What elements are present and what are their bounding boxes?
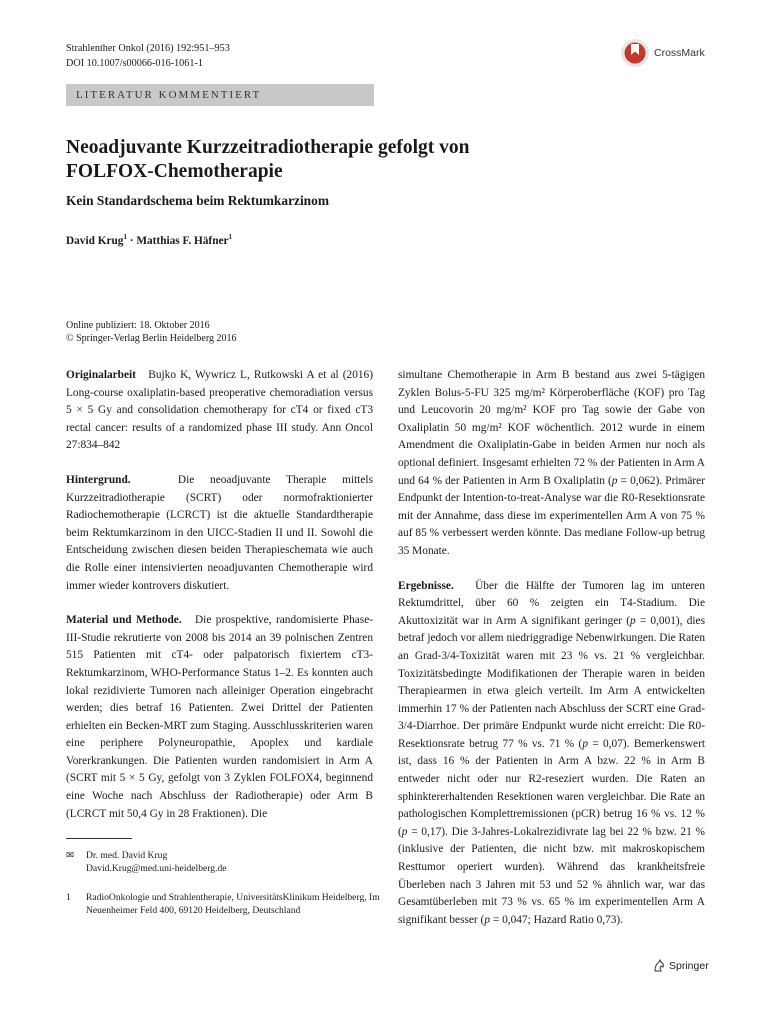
article-title: [66, 136, 666, 184]
p-value-symbol: p: [630, 614, 636, 627]
journal-doi[interactable]: DOI 10.1007/s00066-016-1061-1: [66, 58, 203, 69]
methods-heading: Material und Methode.: [66, 614, 182, 627]
envelope-icon: ✉: [66, 850, 75, 861]
published-date: Online publiziert: 18. Oktober 2016: [66, 320, 210, 331]
springer-horse-icon: [652, 959, 666, 973]
article-subtitle: Kein Standardschema beim Rektumkarzinom: [66, 193, 329, 208]
publisher-logo: [652, 959, 709, 973]
background-paragraph: [66, 472, 373, 595]
contact-footnote: [66, 849, 386, 875]
author-list: [66, 233, 232, 247]
crossmark-icon: [620, 38, 650, 68]
p-value-symbol: p: [484, 913, 490, 926]
text-segment: = 0,062). Primärer Endpunkt der Intention-to-treat-Analyse war die R0-Resektionsrate mit der Annahme, dass diese im experimentellen Arm A von 75 % auf 85 % verbessert werden könnte. Das mediane Follow-up betrug 35 Monate.: [398, 474, 705, 557]
original-citation: Bujko K, Wywricz L, Rutkowski A et al (2016) Long-course oxaliplatin-based preoperative chemoradiation versus 5 × 5 Gy and consolidation chemotherapy for cT4 or fixed cT3 rectal cancer: results of a randomized phase III study. Ann Oncol 27:834–842: [66, 369, 373, 452]
contact-email[interactable]: David.Krug@med.uni-heidelberg.de: [86, 863, 227, 874]
author-name[interactable]: David Krug: [66, 234, 124, 247]
background-text: Die neoadjuvante Therapie mittels Kurzzeitradiotherapie (SCRT) oder normofraktionierter Radiochemotherapie (LCRCT) ist die aktuelle Standardtherapie beim Rektumkarzinom in den UICC-Stadien II und II. Sowohl die Entscheidung zwischen diesen beiden Therapieschemata wie auch die Rolle einer intensivierten neoadjuvanten Chemotherapie wird immer wieder kontrovers diskutiert.: [66, 473, 373, 592]
p-value-symbol: p: [401, 825, 408, 838]
title-line-2: FOLFOX-Chemotherapie: [66, 161, 283, 182]
p-value-symbol: p: [582, 737, 588, 750]
affiliation-footnote: [66, 891, 386, 917]
section-banner: LITERATUR KOMMENTIERT: [66, 84, 374, 106]
right-column: [398, 367, 705, 946]
results-paragraph: [398, 578, 705, 930]
methods-continued-paragraph: [398, 367, 705, 561]
methods-paragraph: [66, 612, 373, 823]
original-heading: Originalarbeit: [66, 369, 136, 381]
publisher-name: Springer: [669, 960, 709, 972]
publication-info: [66, 319, 237, 345]
original-paragraph: [66, 367, 373, 455]
crossmark-badge[interactable]: [620, 38, 705, 68]
footnote-divider: [66, 838, 132, 839]
contact-name: Dr. med. David Krug: [86, 850, 168, 861]
author-name[interactable]: Matthias F. Häfner: [136, 234, 229, 247]
journal-citation: Strahlenther Onkol (2016) 192:951–953: [66, 43, 230, 54]
left-column: [66, 367, 373, 840]
results-heading: Ergebnisse.: [398, 579, 454, 592]
text-segment: Über die Hälfte der Tumoren lag im unteren Rektumdrittel, über 60 % zeigten ein T4-Stadium. Die Akuttoxizität war in Arm A signifikant geringer (: [398, 579, 705, 627]
text-segment: = 0,17). Die 3-Jahres-Lokalrezidivrate lag bei 22 % bzw. 21 % (inklusive der Patienten, die nicht bzw. mit makroskopischem Resttumor operiert wurden). Während das krankheitsfreie Überleben nach 3 Jahren mit 53 und 52 % ähnlich war, war das Gesamtüberleben mit 73 % vs. 65 % im experimentellen Arm A signifikant besser (: [398, 825, 705, 926]
affiliation-text: RadioOnkologie und Strahlentherapie, UniversitätsKlinikum Heidelberg, Im Neuenheimer Feld 400, 69120 Heidelberg, Deutschland: [86, 892, 380, 916]
journal-info: [66, 41, 230, 71]
p-value-symbol: p: [611, 474, 618, 487]
crossmark-label: CrossMark: [654, 47, 705, 59]
author-separator: ·: [126, 234, 137, 247]
author-affil-ref: 1: [123, 233, 127, 241]
text-segment: = 0,07). Bemerkenswert ist, dass 16 % der Patienten in Arm A bzw. 22 % in Arm B entweder nicht oder nur R2-reseziert wurden. Die Raten an sphinktererhaltenden Resektionen waren vergleichbar. Die Rate an pathologischen Komplettremissionen (pCR) betrug 16 % vs. 12 % (: [398, 737, 705, 838]
methods-text: Die prospektive, randomisierte Phase-III-Studie rekrutierte von 2008 bis 2014 an 39 polnischen Zentren 515 Patienten mit cT4- oder palpatorisch fixiertem cT3-Rektumkarzinom, WHO-Performance Status 1–2. Es konnten auch lokal rezidivierte Tumoren nach alleiniger Operation eingebracht werden; dies betraf 16 Patienten. Zwei Drittel der Patienten erhielten ein Becken-MRT zum Staging. Ausschlusskriterien waren eine periphere Polyneuropathie, Apoplex und kardiale Vorerkrankungen. Die Patienten wurden randomisiert in Arm A (SCRT mit 5 × 5 Gy, gefolgt von 3 Zyklen FOLFOX4, beginnend eine Woche nach Abschluss der Radiotherapie) oder Arm B (LCRCT mit 50,4 Gy in 28 Fraktionen). Die: [66, 614, 374, 820]
text-segment: simultane Chemotherapie in Arm B bestand aus zwei 5-tägigen Zyklen Bolus-5-FU 325 mg/m² Körperoberfläche (KOF) pro Tag und Leucovorin 20 mg/m² KOF pro Tag sowie der Gabe von Oxaliplatin 50 mg/m² KOF wöchentlich. 2012 wurde in einem Amendment die Oxaliplatin-Gabe in beiden Armen nur noch als optional definiert. Insgesamt erhielten 72 % der Patienten in Arm A und 64 % der Patienten in Arm B Oxaliplatin (: [398, 369, 705, 487]
author-affil-ref: 1: [228, 233, 233, 241]
text-segment: = 0,047; Hazard Ratio 0,73).: [490, 913, 624, 926]
copyright: © Springer-Verlag Berlin Heidelberg 2016: [66, 333, 237, 344]
background-heading: Hintergrund.: [66, 473, 131, 486]
text-segment: = 0,001), dies betraf jedoch vor allem niedriggradige Nebenwirkungen. Die Raten an Grad-3/4-Toxizität waren mit 23 % vs. 21 % vergleichbar. Toxizitätsbedingte Modifikationen der Therapie waren in beiden Therapiearmen in etwa gleich verteilt. Im Arm A entwickelten immerhin 17 % der Patienten nach Abschluss der SCRT eine Grad-3/4-Diarrhoe. Der primäre Endpunkt wurde nicht erreicht: Die R0-Resektionsrate betrug 77 % vs. 71 % (: [398, 614, 705, 750]
title-line-1: Neoadjuvante Kurzzeitradiotherapie gefolgt von: [66, 137, 470, 158]
affiliation-number: 1: [66, 892, 71, 903]
